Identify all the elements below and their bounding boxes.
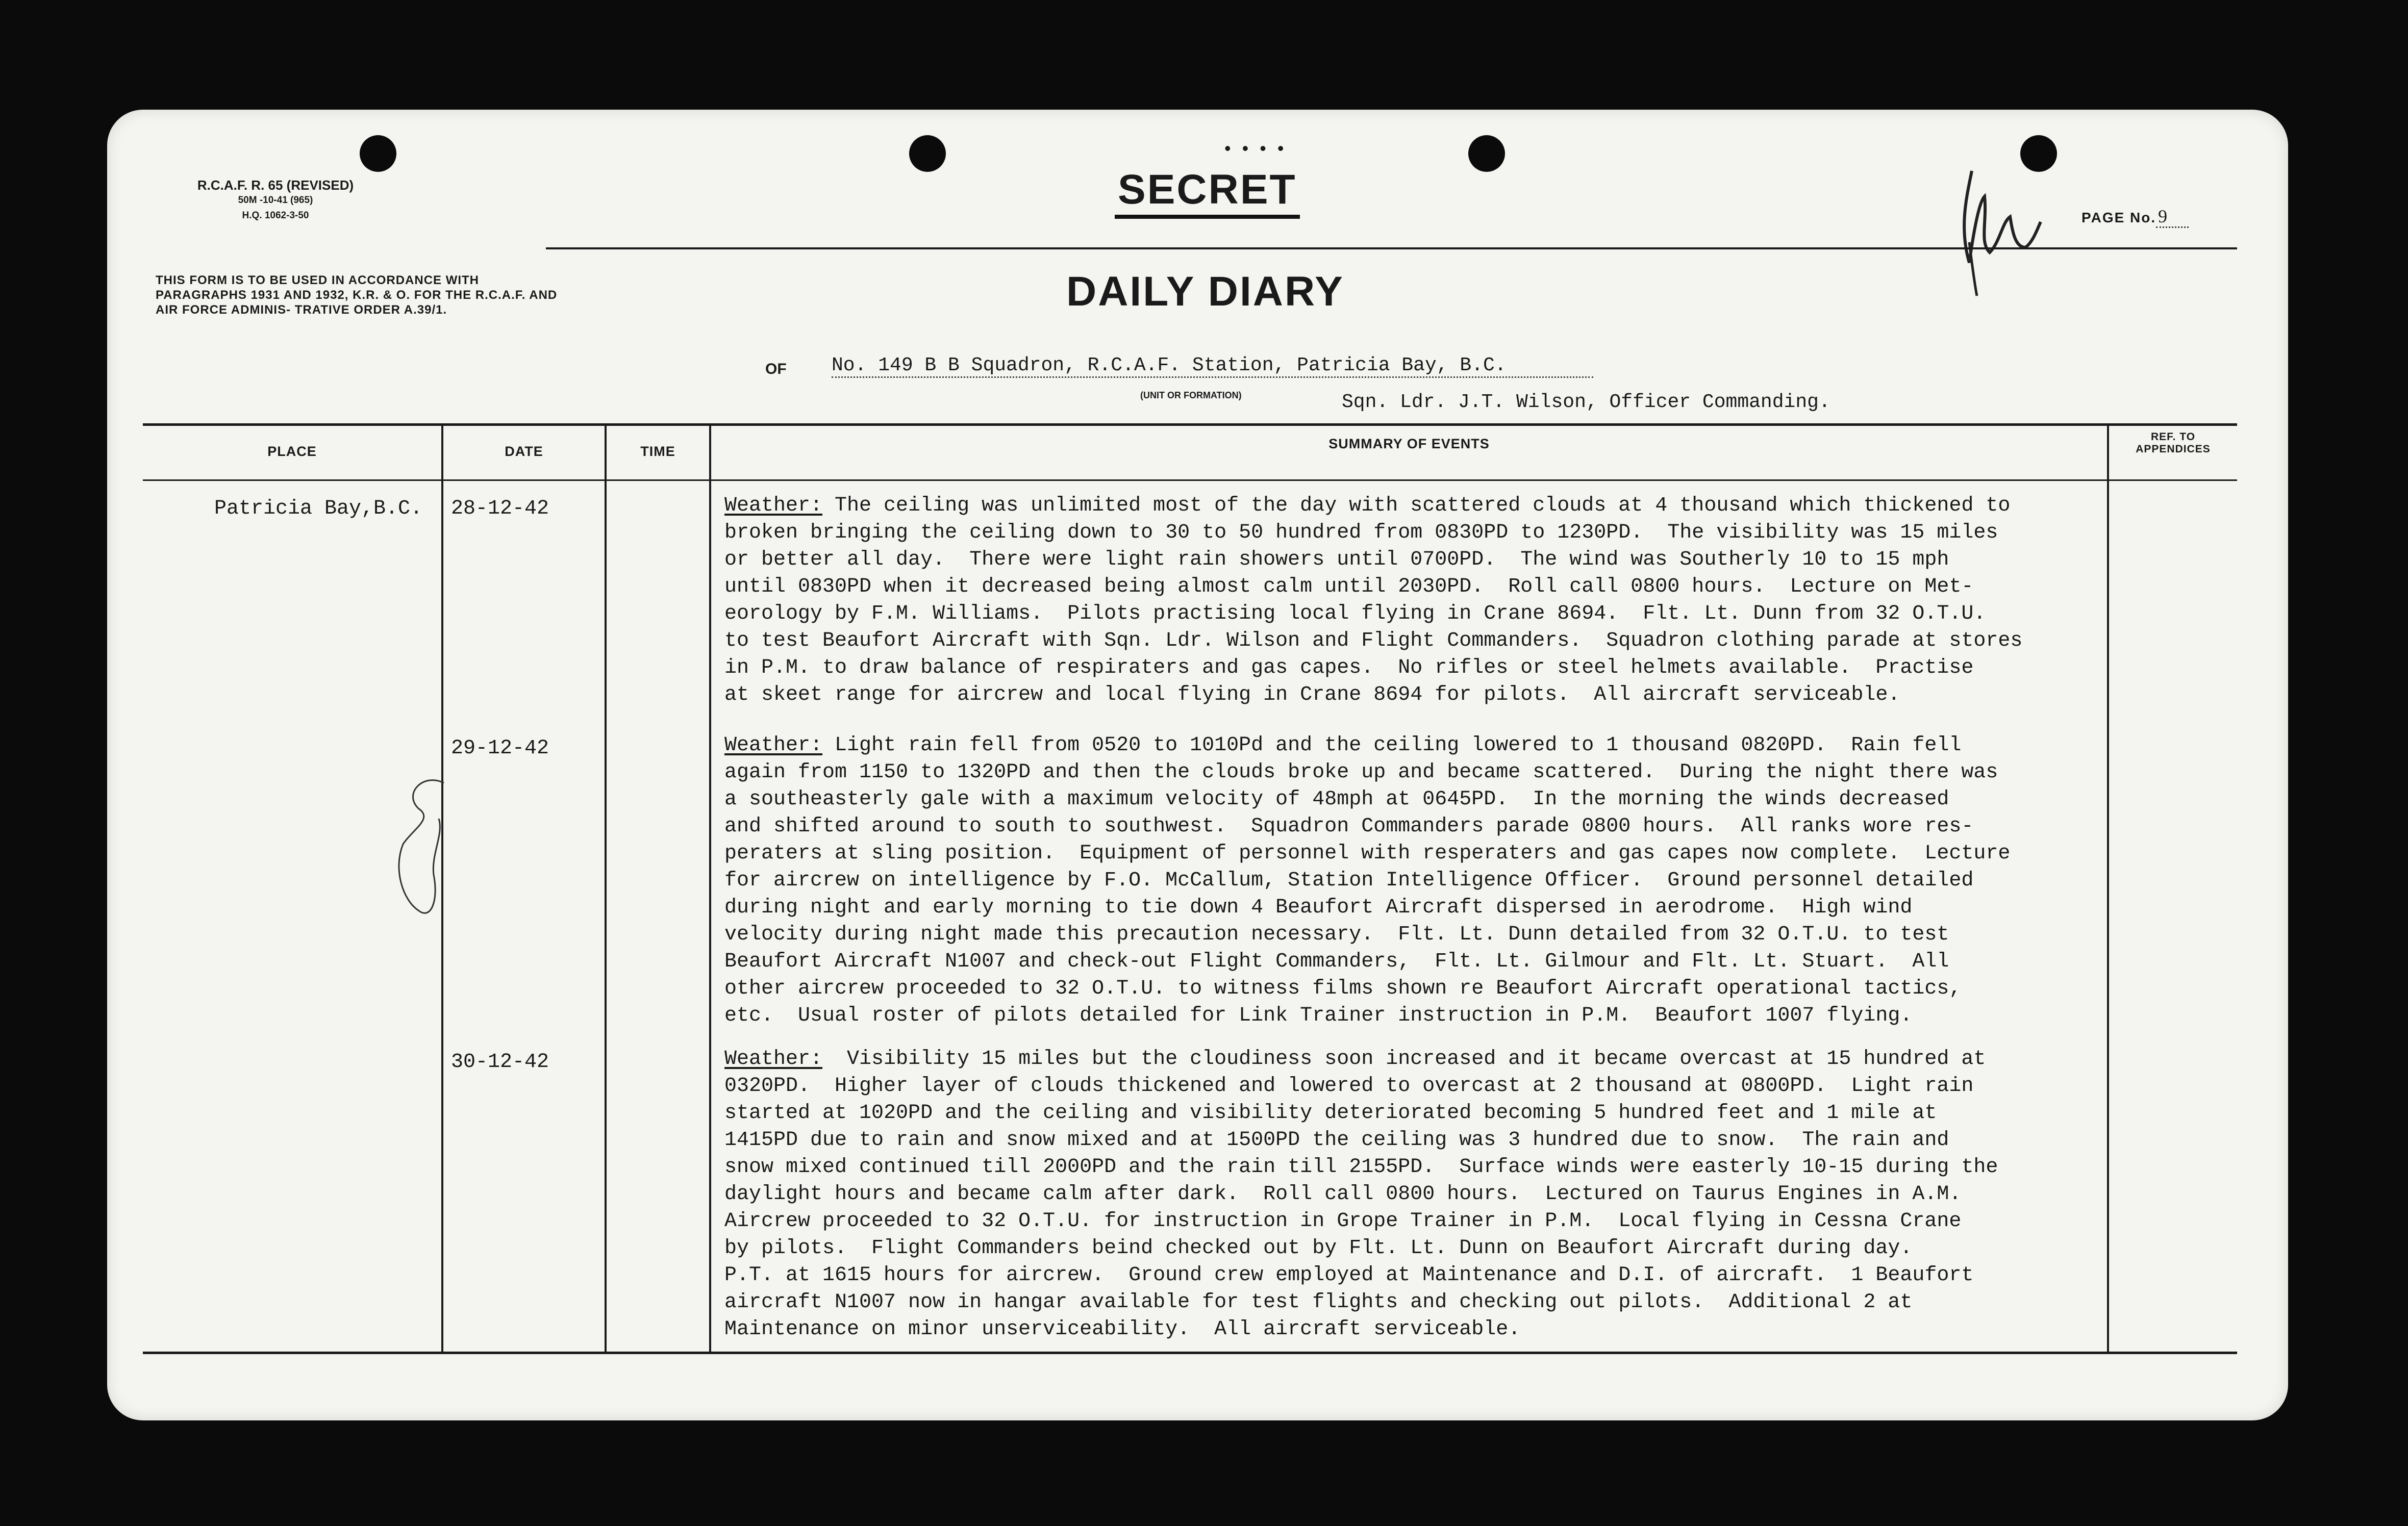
date-cell: 29-12-42 xyxy=(450,737,549,760)
unit-caption: (UNIT OR FORMATION) xyxy=(1140,390,1242,400)
page-number-field xyxy=(2081,206,2189,227)
diary-sheet xyxy=(107,110,2288,1420)
binder-hole xyxy=(360,135,396,172)
page-number: 9 xyxy=(2156,206,2189,228)
table-bottom-rule xyxy=(143,1352,2237,1354)
header-appendices-line: APPENDICES xyxy=(2136,443,2211,455)
header-place: PLACE xyxy=(267,444,317,459)
page-label: PAGE No. xyxy=(2081,210,2156,225)
entry-text: The ceiling was unlimited most of the day with scattered clouds at 4 thousand which thickened to broken bringing the ceiling down to 30 to 50 hundred from 0830PD to 1230PD. The visibility was 15 miles or better all day. There were light rain showers until 0700PD. The wind was Southerly 10 to 15 mph until 0830PD when it decreased being almost calm until 2030PD. Roll call 0800 hours. Lecture on Met- eorology by F.M. Williams. Pilots practising local flying in Crane 8694. Flt. Lt. Dunn from 32 O.T.U. to test Beaufort Aircraft with Sqn. Ldr. Wilson and Flight Commanders. Squadron clothing parade at stores in P.M. to draw balance of respiraters and gas capes. No rifles or steel helmets available. Practise at skeet range for aircrew and local flying in Crane 8694 for pilots. All aircraft serviceable. xyxy=(724,494,2023,706)
header-appendices-line: REF. TO xyxy=(2150,431,2196,443)
form-title: DAILY DIARY xyxy=(1066,268,1344,315)
classification-stamp: SECRET xyxy=(1115,166,1300,219)
diary-entry xyxy=(724,492,2112,708)
column-divider xyxy=(605,423,607,1354)
date-cell: 28-12-42 xyxy=(450,497,549,520)
entry-text: Visibility 15 miles but the cloudiness soon increased and it became overcast at 15 hundred at 0320PD. Higher layer of clouds thickened and lowered to overcast at 2 thousand at 0800PD. Light rain started at 1020PD and the ceiling and visibility deteriorated becoming 5 hundred feet and 1 mile at 1415PD due to rain and snow mixed and at 1500PD the ceiling was 3 hundred due to snow. The rain and snow mixed continued till 2000PD and the rain till 2155PD. Surface winds were easterly 10-15 during the daylight hours and became calm after dark. Roll call 0800 hours. Lectured on Taurus Engines in A.M. Aircrew proceeded to 32 O.T.U. for instruction in Grope Trainer in P.M. Local flying in Cessna Crane by pilots. Flight Commanders beind checked out by Flt. Lt. Dunn on Beaufort Aircraft during day. P.T. at 1615 hours for aircrew. Ground crew employed at Maintenance and D.I. of aircraft. 1 Beaufort aircraft N1007 now in hangar available for test flights and checking out pilots. Additional 2 at Maintenance on minor unserviceability. All aircraft serviceable. xyxy=(724,1048,1998,1341)
print-line: 50M -10-41 (965) xyxy=(238,195,313,206)
unit-name: No. 149 B B Squadron, R.C.A.F. Station, Patricia Bay, B.C. xyxy=(832,354,1593,378)
diary-entry xyxy=(724,732,2112,1029)
binder-hole xyxy=(1468,135,1505,172)
header-time: TIME xyxy=(640,444,675,459)
weather-label: Weather: xyxy=(724,494,823,517)
place-cell: Patricia Bay,B.C. xyxy=(214,497,423,520)
header-summary: SUMMARY OF EVENTS xyxy=(1328,436,1490,451)
header-appendices xyxy=(2109,431,2237,455)
top-rule xyxy=(546,247,2237,249)
weather-label: Weather: xyxy=(724,734,823,757)
form-code: R.C.A.F. R. 65 (REVISED) xyxy=(197,177,354,193)
entry-text: Light rain fell from 0520 to 1010Pd and the ceiling lowered to 1 thousand 0820PD. Rain fell again from 1150 to 1320PD and then the clouds broke up and became scattered. During the night there was a southeasterly gale with a maximum velocity of 48mph at 0645PD. In the morning the winds decreased and shifted around to south to southwest. Squadron Commanders parade 0800 hours. All ranks wore res- peraters at sling position. Equipment of personnel with resperaters and gas capes now complete. Lecture for aircrew on intelligence by F.O. McCallum, Station Intelligence Officer. Ground personnel detailed during night and early morning to tie down 4 Beaufort Aircraft dispersed in aerodrome. High wind velocity during night made this precaution necessary. Flt. Lt. Dunn detailed from 32 O.T.U. to test Beaufort Aircraft N1007 and check-out Flight Commanders, Flt. Lt. Gilmour and Flt. Lt. Stuart. All other aircrew proceeded to 32 O.T.U. to witness films shown re Beaufort Aircraft operational tactics, etc. Usual roster of pilots detailed for Link Trainer instruction in P.M. Beaufort 1007 flying. xyxy=(724,734,2011,1027)
print-line: H.Q. 1062-3-50 xyxy=(242,210,309,221)
of-label: OF xyxy=(765,361,787,377)
decorative-dots: • • • • xyxy=(1224,138,1287,159)
form-instructions: THIS FORM IS TO BE USED IN ACCORDANCE WITH PARAGRAPHS 1931 AND 1932, K.R. & O. FOR THE R.C.A.F. AND AIR FORCE ADMINIS- TRATIVE ORDER A.39/1. xyxy=(156,273,558,317)
header-rule-top xyxy=(143,423,2237,426)
form-identifier xyxy=(156,177,395,223)
pencil-annotation xyxy=(383,773,464,941)
handwritten-initials xyxy=(1923,166,2056,298)
date-cell: 30-12-42 xyxy=(450,1051,549,1074)
header-date: DATE xyxy=(505,444,543,459)
diary-entry xyxy=(724,1046,2112,1343)
column-divider xyxy=(709,423,711,1354)
commanding-officer: Sqn. Ldr. J.T. Wilson, Officer Commanding. xyxy=(1342,391,1830,413)
header-rule-bottom xyxy=(143,479,2237,481)
weather-label: Weather: xyxy=(724,1048,823,1071)
binder-hole xyxy=(909,135,946,172)
